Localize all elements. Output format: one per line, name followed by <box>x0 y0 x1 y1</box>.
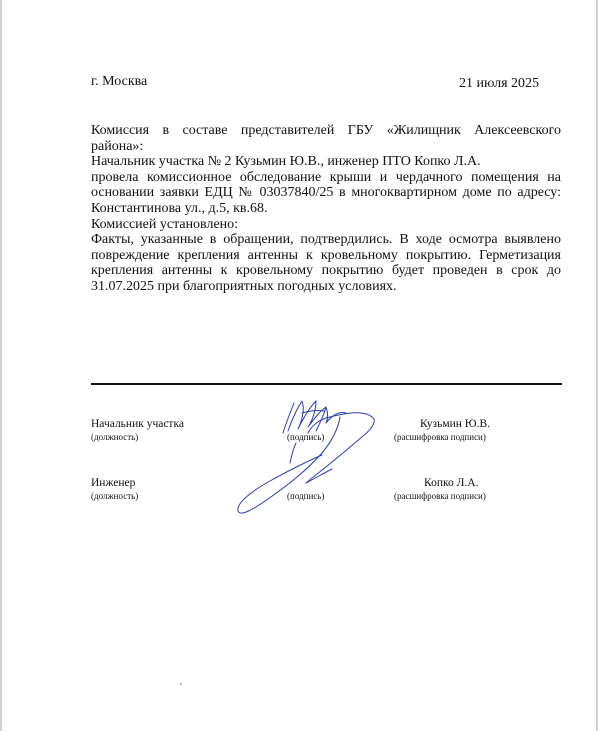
findings-heading: Комиссией установлено: <box>91 216 239 232</box>
scan-speck <box>180 683 182 685</box>
document-date: 21 июля 2025 <box>459 76 540 91</box>
signer-1-name: Кузьмин Ю.В. <box>420 418 491 430</box>
signer-2-signature-caption: (подпись) <box>287 491 325 501</box>
signer-1-name-caption: (расшифровка подписи) <box>394 432 486 442</box>
inspection-paragraph: провела комиссионное обследование крыши и чердачного помещения на основании заявки ЕДЦ № 03037840/25 в многоквартирном доме по адресу: Константинова ул., д.5, кв.68. <box>91 169 561 216</box>
signer-2-position-caption: (должность) <box>91 491 139 501</box>
signer-2-name-caption: (расшифровка подписи) <box>394 491 486 501</box>
signer-1-position: Начальник участка <box>91 418 184 430</box>
separator-line <box>91 383 562 385</box>
document-city: г. Москва <box>91 74 148 89</box>
document-body <box>91 123 561 295</box>
signer-2-name: Копко Л.А. <box>424 477 479 489</box>
signer-2-position: Инженер <box>91 477 136 489</box>
commission-members: Начальник участка № 2 Кузьмин Ю.В., инженер ПТО Копко Л.А. <box>91 154 481 170</box>
handwritten-signature <box>236 393 382 523</box>
page-border-left <box>0 0 2 731</box>
signer-1-signature-caption: (подпись) <box>287 432 325 442</box>
commission-line-cont: района»: <box>91 138 144 154</box>
commission-line: Комиссия в составе представителей ГБУ «Жилищник Алексеевского <box>91 123 561 138</box>
signer-1-position-caption: (должность) <box>91 432 139 442</box>
findings-paragraph: Факты, указанные в обращении, подтвердились. В ходе осмотра выявлено повреждение крепления антенны к кровельному покрытию. Герметизация крепления антенны к кровельному покрытию будет проведен в срок до 31.07.2025 при благоприятных погодных условиях. <box>91 232 561 294</box>
